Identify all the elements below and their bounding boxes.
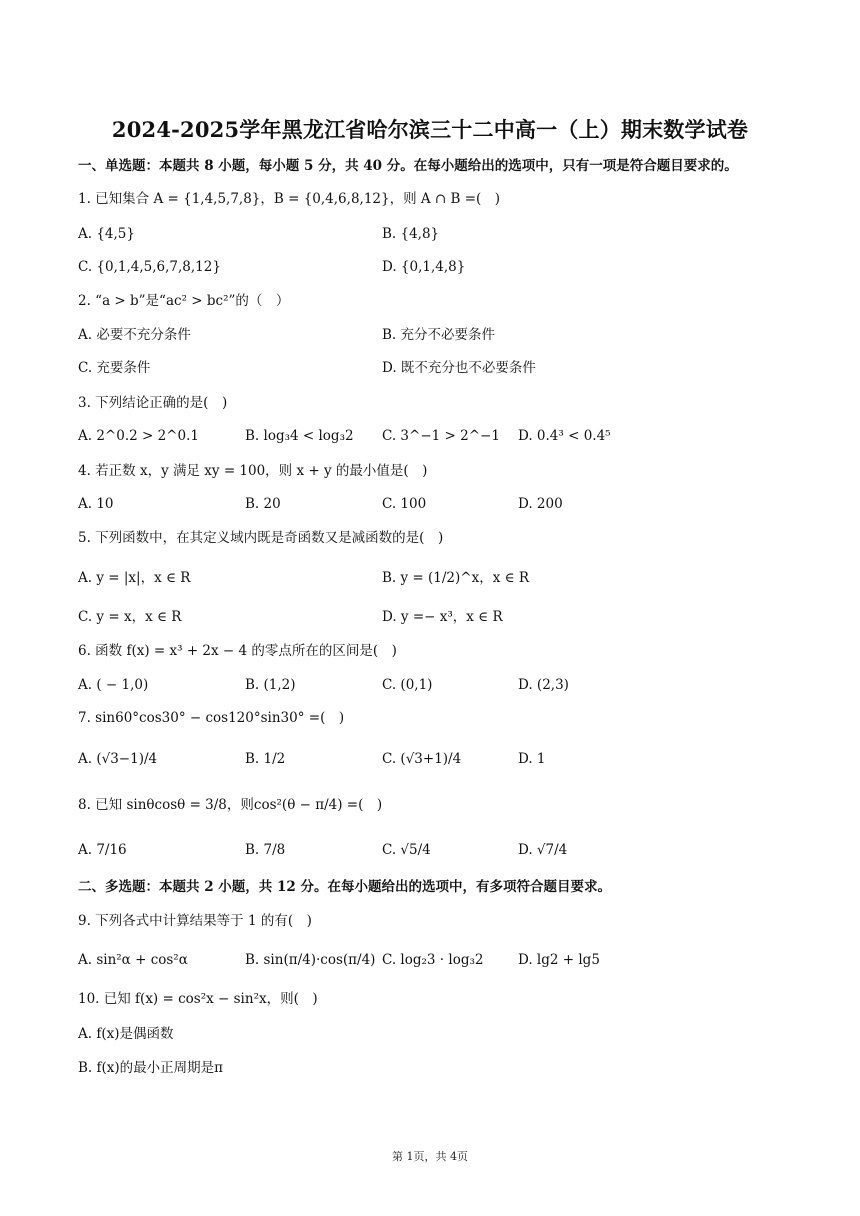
- q4-option-d: D. 200: [518, 496, 563, 512]
- q6-option-d: D. (2,3): [518, 677, 569, 693]
- q1-option-c: C. {0,1,4,5,6,7,8,12}: [78, 259, 221, 275]
- q4-option-c: C. 100: [382, 496, 427, 512]
- q1-option-a: A. {4,5}: [78, 226, 135, 242]
- question-10-stem: 10. 已知 f(x) = cos²x − sin²x，则( ): [78, 991, 318, 1007]
- q10-option-b: B. f(x)的最小正周期是π: [78, 1060, 224, 1076]
- q9-option-d: D. lg2 + lg5: [518, 952, 600, 968]
- question-8-stem: 8. 已知 sinθcosθ = 3/8，则cos²(θ − π/4) =( ): [78, 797, 383, 813]
- q8-option-d: D. √7/4: [518, 842, 568, 858]
- q8-option-b: B. 7/8: [245, 842, 286, 858]
- q7-option-b: B. 1/2: [245, 751, 286, 767]
- q5-option-b: B. y = (1/2)^x，x ∈ R: [382, 570, 530, 586]
- question-3-stem: 3. 下列结论正确的是( ): [78, 395, 228, 411]
- q8-option-c: C. √5/4: [382, 842, 431, 858]
- q2-option-a: A. 必要不充分条件: [78, 327, 191, 343]
- q10-option-a: A. f(x)是偶函数: [78, 1026, 174, 1042]
- q6-option-a: A. ( − 1,0): [78, 677, 149, 693]
- q9-option-c: C. log₂3 · log₃2: [382, 952, 484, 968]
- q7-option-a: A. (√3−1)/4: [78, 751, 158, 767]
- q7-option-d: D. 1: [518, 751, 546, 767]
- q2-option-d: D. 既不充分也不必要条件: [382, 360, 536, 376]
- q6-option-b: B. (1,2): [245, 677, 296, 693]
- question-1-stem: 1. 已知集合 A = {1,4,5,7,8}，B = {0,4,6,8,12}，则 A ∩ B =( ): [78, 191, 501, 207]
- question-6-stem: 6. 函数 f(x) = x³ + 2x − 4 的零点所在的区间是( ): [78, 643, 397, 659]
- q1-option-b: B. {4,8}: [382, 226, 440, 242]
- q8-option-a: A. 7/16: [78, 842, 127, 858]
- q4-option-b: B. 20: [245, 496, 281, 512]
- q3-option-c: C. 3^−1 > 2^−1: [382, 428, 500, 444]
- question-4-stem: 4. 若正数 x，y 满足 xy = 100，则 x + y 的最小值是( ): [78, 463, 428, 479]
- question-9-stem: 9. 下列各式中计算结果等于 1 的有( ): [78, 913, 312, 929]
- page-footer: 第 1页，共 4页: [392, 1150, 468, 1163]
- q2-option-b: B. 充分不必要条件: [382, 327, 496, 343]
- q5-option-a: A. y = |x|，x ∈ R: [78, 570, 191, 586]
- q9-option-a: A. sin²α + cos²α: [78, 952, 188, 968]
- question-5-stem: 5. 下列函数中，在其定义域内既是奇函数又是减函数的是( ): [78, 530, 444, 546]
- q3-option-d: D. 0.4³ < 0.4⁵: [518, 428, 611, 444]
- q5-option-c: C. y = x，x ∈ R: [78, 609, 182, 625]
- q6-option-c: C. (0,1): [382, 677, 433, 693]
- q5-option-d: D. y =− x³，x ∈ R: [382, 609, 503, 625]
- q3-option-b: B. log₃4 < log₃2: [245, 428, 354, 444]
- exam-title: 2024-2025学年黑龙江省哈尔滨三十二中高一（上）期末数学试卷: [111, 117, 749, 142]
- question-2-stem: 2. “a > b”是“ac² > bc²”的（ ）: [78, 293, 290, 309]
- q9-option-b: B. sin(π/4)·cos(π/4): [245, 952, 376, 968]
- q7-option-c: C. (√3+1)/4: [382, 751, 462, 767]
- q1-option-d: D. {0,1,4,8}: [382, 259, 466, 275]
- q3-option-a: A. 2^0.2 > 2^0.1: [78, 428, 199, 444]
- section-1-header: 一、单选题：本题共 8 小题，每小题 5 分，共 40 分。在每小题给出的选项中，只有一项是符合题目要求的。: [78, 158, 738, 174]
- question-7-stem: 7. sin60°cos30° − cos120°sin30° =( ): [78, 710, 345, 726]
- section-2-header: 二、多选题：本题共 2 小题，共 12 分。在每小题给出的选项中，有多项符合题目要求。: [78, 879, 611, 895]
- q4-option-a: A. 10: [78, 496, 114, 512]
- q2-option-c: C. 充要条件: [78, 360, 151, 376]
